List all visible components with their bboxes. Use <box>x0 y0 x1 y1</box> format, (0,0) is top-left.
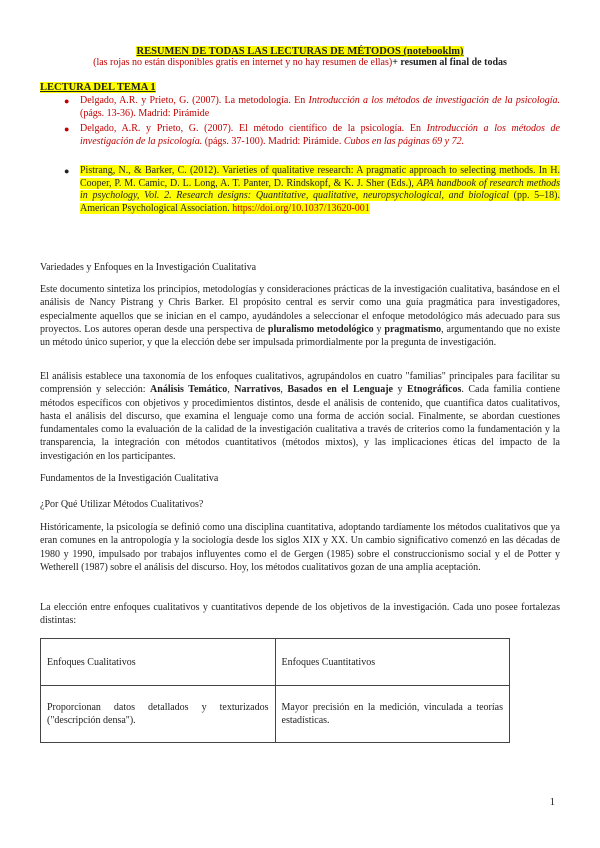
heading-foundations: Fundamentos de la Investigación Cualitativa <box>40 473 219 484</box>
table-header-cell: Enfoques Cuantitativos <box>275 639 510 686</box>
reference-list <box>40 95 560 215</box>
heading-why: ¿Por Qué Utilizar Métodos Cualitativos? <box>40 499 204 510</box>
bullet-icon: ● <box>64 96 70 106</box>
heading-varieties: Variedades y Enfoques en la Investigación Cualitativa <box>40 262 257 273</box>
reference-item: ● Delgado, A.R. y Prieto, G. (2007). El método científico de la psicología. En Introducción a los métodos de investigación de la psicología. (págs. 37-100). Madrid: Pirámide. Cubos en las páginas 69 y 72. <box>64 123 560 147</box>
paragraph-intro: Este documento sintetiza los principios, metodologías y consideraciones prácticas de la investigación cualitativa, basándose en el análisis de Nancy Pistrang y Chris Barker. El propósito central es servir como una guía pragmática para investigadores, especialmente aquellos que se inician en el campo, ayudándoles a seleccionar el enfoque metodológico más adecuado para sus proyectos. Los autores operan desde una perspectiva de pluralismo metodológico y pragmatismo, argumentando que no existe un método único superior, y que la elección debe ser impulsada primordialmente por la pregunta de investigación. <box>40 284 561 349</box>
reference-item: ● Delgado, A.R. y Prieto, G. (2007). La metodología. En Introducción a los métodos de investigación de la psicología. (págs. 13-36). Madrid: Pirámide <box>64 95 560 119</box>
paragraph-history: Históricamente, la psicología se definió como una disciplina cuantitativa, adoptando tardíamente los métodos cualitativos que ya eran comunes en la antropología y la sociología desde los siglos XIX y XX. Un cambio significativo comenzó en las décadas de 1980 y 1990, impulsado por trabajos influyentes como el de Gergen (1985) sobre el construccionismo social y el de Potter y Wetherell (1987) sobre el análisis del discurso. Hoy, los métodos cualitativos gozan de una amplia aceptación. <box>40 522 560 573</box>
doi-link[interactable]: https://doi.org/10.1037/13620-001 <box>232 202 370 214</box>
table-cell: Mayor precisión en la medición, vinculada a teorías estadísticas. <box>275 686 510 743</box>
subtitle-note: (las rojas no están disponibles gratis en internet y no hay resumen de ellas) <box>93 57 393 68</box>
bullet-icon: ● <box>64 166 70 176</box>
page-number: 1 <box>549 797 555 808</box>
table-header-row <box>41 639 510 686</box>
document-title: RESUMEN DE TODAS LAS LECTURAS DE MÉTODOS (notebooklm) <box>136 46 464 57</box>
subtitle-bold: + resumen al final de todas <box>392 57 507 68</box>
table-header-cell: Enfoques Cualitativos <box>41 639 276 686</box>
section-heading: LECTURA DEL TEMA 1 <box>40 82 156 93</box>
document-subtitle <box>40 57 560 69</box>
comparison-table <box>40 638 510 743</box>
table-row <box>41 686 510 743</box>
paragraph-choice: La elección entre enfoques cualitativos y cuantitativos depende de los objetivos de la investigación. Cada uno posee fortalezas distintas: <box>40 602 560 627</box>
paragraph-taxonomy: El análisis establece una taxonomía de los enfoques cualitativos, agrupándolos en cuatro "familias" principales para facilitar su comprensión y selección: Análisis Temático, Narrativos, Basados en el Lenguaje y Etnográficos. Cada familia contiene métodos específicos con objetivos y procedimientos distintos, desde el análisis de contenido, que cuantifica datos cualitativos, hasta el análisis del discurso, que examina el lenguaje como una forma de acción social. Finalmente, se abordan cuestiones fundamentales como la evaluación de la calidad de la investigación cualitativa a través de criterios como la fundamentación y la transparencia, la integración con métodos cuantitativos (métodos mixtos), y las implicaciones éticas del impacto de la investigación en los participantes. <box>40 371 561 462</box>
bullet-icon: ● <box>64 124 70 134</box>
reference-item: ● Pistrang, N., & Barker, C. (2012). Varieties of qualitative research: A pragmatic approach to selecting methods. In H. Cooper, P. M. Camic, D. L. Long, A. T. Panter, D. Rindskopf, & K. J. Sher (Eds.), APA handbook of research methods in psychology, Vol. 2. Research designs: Quantitative, qualitative, neuropsychological, and biological (pp. 5–18). American Psychological Association. https://doi.org/10.1037/13620-001 <box>64 165 560 214</box>
table-cell: Proporcionan datos detallados y texturizados ("descripción densa"). <box>41 686 276 743</box>
